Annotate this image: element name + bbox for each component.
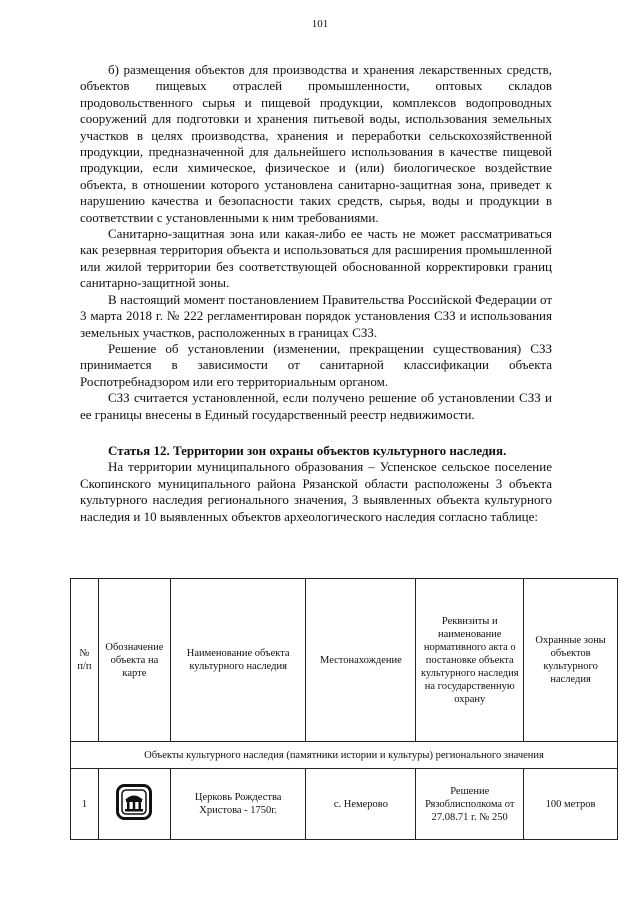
paragraph-sanitary-b: б) размещения объектов для производства и хранения лекарственных средств, объектов пищевых отраслей промышленности, оптовых складов продовольственного сырья и пищевой продукции, комплексов водопроводных сооружений для подготовки и хранения питьевой воды, использования земельных участков в целях производства, хранения и переработки сельскохозяйственной продукции, предназначенной для дальнейшего использования в качестве пищевой продукции, если химическое, физическое и (или) биологическое воздействие объекта, в отношении которого установлена санитарно-защитная зона, приведет к нарушению качества и безопасности таких средств, сырья, воды и продукции в соответствии с установленными к ним требованиями. xyxy=(80,62,552,225)
document-body xyxy=(80,62,552,525)
table-row xyxy=(71,769,618,840)
section-title: Объекты культурного наследия (памятники истории и культуры) регионального значения xyxy=(71,742,618,769)
heritage-table xyxy=(70,578,618,840)
table-header-row xyxy=(71,579,618,742)
paragraph-zone-decision: Решение об установлении (изменении, прекращении существования) СЗЗ принимается в зависимости от санитарной классификации объекта Роспотребнадзором или его территориальным органом. xyxy=(80,340,552,389)
article-12-heading: Статья 12. Территории зон охраны объектов культурного наследия. xyxy=(108,442,507,458)
header-map-symbol: Обозначение объекта на карте xyxy=(98,579,170,742)
cell-protection-zone: 100 метров xyxy=(524,769,618,840)
cell-map-symbol xyxy=(98,769,170,840)
header-protection-zones: Охранные зоны объектов культурного наследия xyxy=(524,579,618,742)
header-object-name: Наименование объекта культурного наследия xyxy=(170,579,306,742)
cell-legal-act: Решение Рязоблисполкома от 27.08.71 г. № 250 xyxy=(416,769,524,840)
paragraph-heritage-objects: На территории муниципального образования – Успенское сельское поселение Скопинского муниципального района Рязанской области расположены 3 объекта культурного наследия регионального значения, 3 выявленных объекта культурного наследия и 10 выявленных объектов археологического наследия согласно таблице: xyxy=(80,459,552,524)
church-monument-icon xyxy=(116,784,152,820)
table-section-row xyxy=(71,742,618,769)
page-number: 101 xyxy=(311,18,329,30)
cell-object-name: Церковь Рождества Христова - 1750г. xyxy=(170,769,306,840)
header-number: № п/п xyxy=(71,579,99,742)
cell-number: 1 xyxy=(71,769,99,840)
paragraph-government-decree: В настоящий момент постановлением Правительства Российской Федерации от 3 марта 2018 г. № 222 регламентирован порядок установления СЗЗ и использования земельных участков, расположенных в границах СЗЗ. xyxy=(80,291,552,340)
paragraph-zone-established: СЗЗ считается установленной, если получено решение об установлении СЗЗ и ее границы внесены в Единый государственный реестр недвижимости. xyxy=(80,390,552,422)
cell-location: с. Немерово xyxy=(306,769,416,840)
paragraph-sanitary-zone-usage: Санитарно-защитная зона или какая-либо ее часть не может рассматриваться как резервная территория объекта и использоваться для расширения промышленной или жилой территории без соответствующей обоснованной корректировки границ санитарно-защитной зоны. xyxy=(80,226,552,291)
header-legal-act: Реквизиты и наименование нормативного акта о постановке объекта культурного наследия на государственную охрану xyxy=(416,579,524,742)
header-location: Местонахождение xyxy=(306,579,416,742)
